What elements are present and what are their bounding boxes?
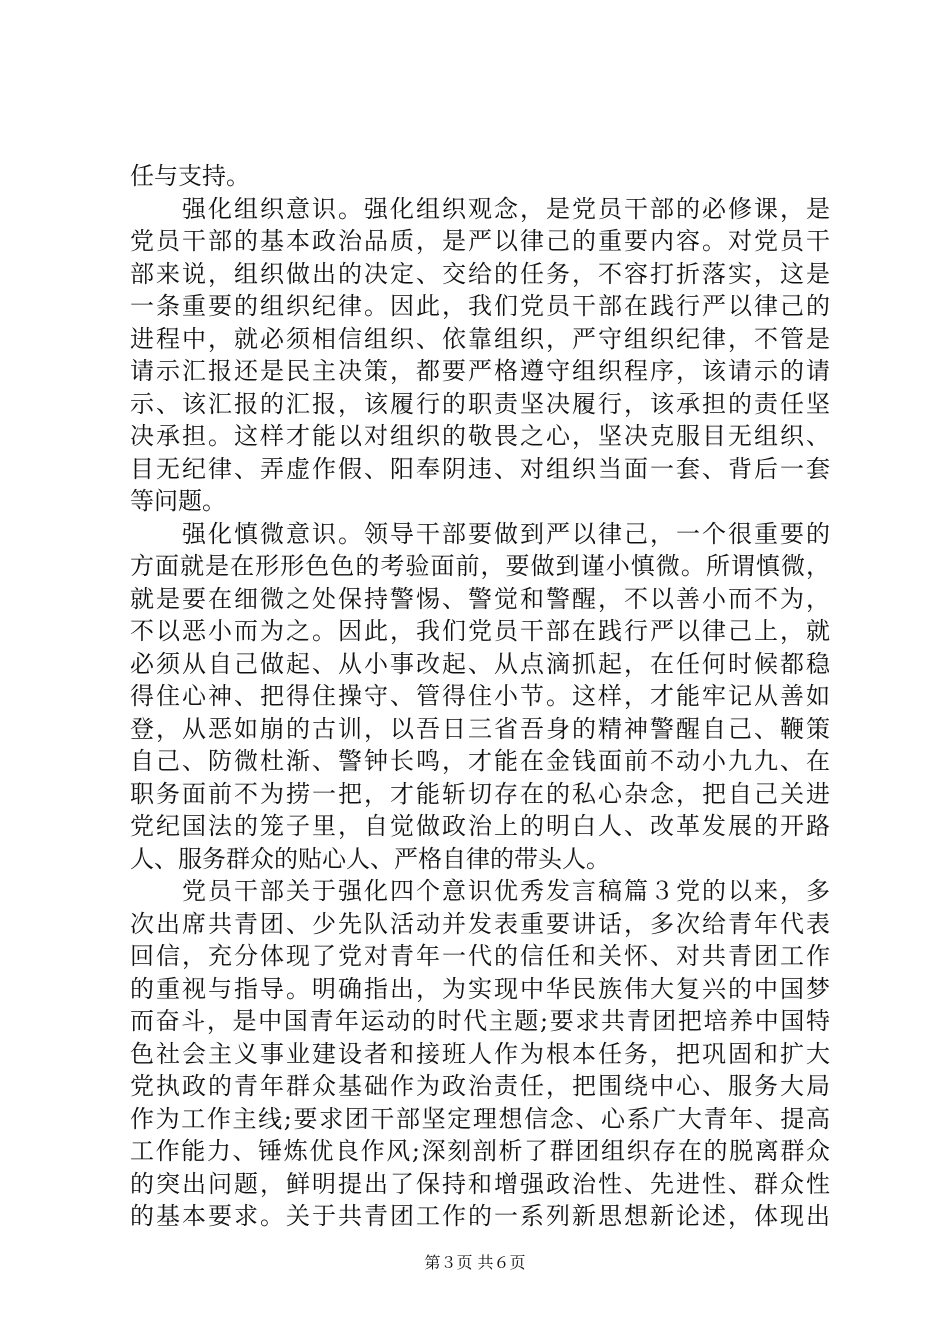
document-body [130,160,830,1233]
text-line: 目无纪律、弄虚作假、阳奉阴违、对组织当面一套、背后一套 [130,454,830,483]
text-line: 的基本要求。关于共青团工作的一系列新思想新论述，体现出 [130,1202,830,1230]
text-line: 强化慎微意识。领导干部要做到严以律己，一个很重要的 [130,519,830,548]
text-line: 等问题。 [130,487,226,515]
text-line: 工作能力、锤炼优良作风;深刻剖析了群团组织存在的脱离群众 [130,1137,830,1165]
text-line: 党员干部的基本政治品质，是严以律己的重要内容。对党员干 [130,227,830,255]
text-line: 任与支持。 [130,162,250,190]
page-footer: 第３页 共６页 [424,1253,526,1272]
text-line: 党纪国法的笼子里，自觉做政治上的明白人、改革发展的开路 [130,812,830,840]
text-line: 的突出问题，鲜明提出了保持和增强政治性、先进性、群众性 [130,1169,830,1198]
text-line: 请示汇报还是民主决策，都要严格遵守组织程序，该请示的请 [130,357,830,385]
text-line: 不以恶小而为之。因此，我们党员干部在践行严以律己上，就 [130,617,830,645]
text-line: 党执政的青年群众基础作为政治责任，把围绕中心、服务大局 [130,1072,830,1100]
text-line: 色社会主义事业建设者和接班人作为根本任务，把巩固和扩大 [130,1039,830,1068]
text-line: 作为工作主线;要求团干部坚定理想信念、心系广大青年、提高 [130,1104,830,1133]
text-line: 决承担。这样才能以对组织的敬畏之心，坚决克服目无组织、 [130,422,830,450]
text-line: 的重视与指导。明确指出，为实现中华民族伟大复兴的中国梦 [130,974,830,1003]
text-line: 党员干部关于强化四个意识优秀发言稿篇３党的以来，多 [130,877,830,905]
text-line: 示、该汇报的汇报，该履行的职责坚决履行，该承担的责任坚 [130,389,830,418]
text-line: 自己、防微杜渐、警钟长鸣，才能在金钱面前不动小九九、在 [130,747,830,775]
text-line: 进程中，就必须相信组织、依靠组织，严守组织纪律，不管是 [130,324,830,353]
text-line: 职务面前不为捞一把，才能斩切存在的私心杂念，把自己关进 [130,779,830,808]
text-line: 方面就是在形形色色的考验面前，要做到谨小慎微。所谓慎微， [130,552,830,580]
text-line: 回信，充分体现了党对青年一代的信任和关怀、对共青团工作 [130,942,830,970]
text-line: 人、服务群众的贴心人、严格自律的带头人。 [130,844,610,873]
text-line: 强化组织意识。强化组织观念，是党员干部的必修课，是 [130,194,830,223]
text-line: 登，从恶如崩的古训，以吾日三省吾身的精神警醒自己、鞭策 [130,714,830,743]
text-line: 一条重要的组织纪律。因此，我们党员干部在践行严以律己的 [130,292,830,320]
text-line: 就是要在细微之处保持警惕、警觉和警醒，不以善小而不为， [130,584,830,613]
text-line: 次出席共青团、少先队活动并发表重要讲话，多次给青年代表 [130,909,830,938]
text-line: 而奋斗，是中国青年运动的时代主题;要求共青团把培养中国特 [130,1007,830,1035]
text-line: 得住心神、把得住操守、管得住小节。这样，才能牢记从善如 [130,682,830,710]
text-line: 部来说，组织做出的决定、交给的任务，不容打折落实，这是 [130,259,830,288]
text-line: 必须从自己做起、从小事改起、从点滴抓起，在任何时候都稳 [130,649,830,678]
